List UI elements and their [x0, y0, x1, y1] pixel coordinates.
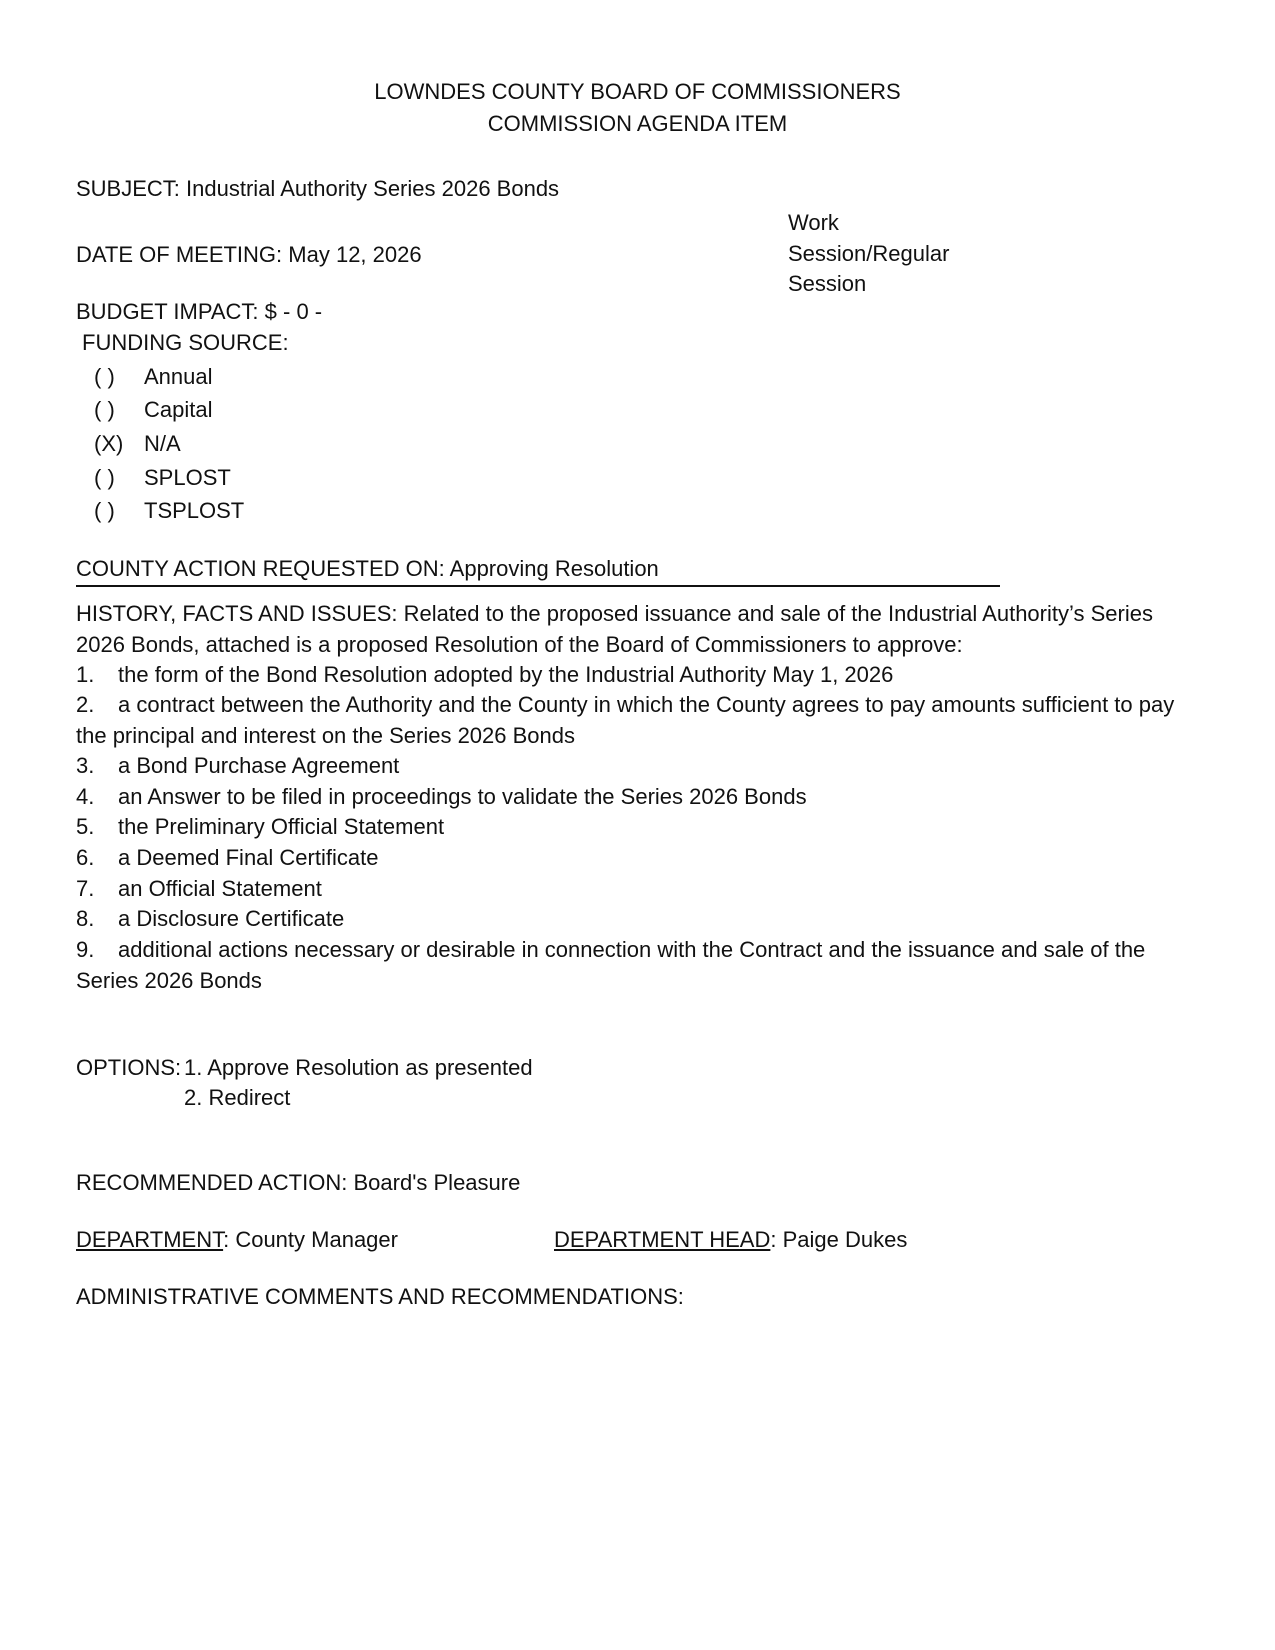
funding-mark: ( ): [94, 364, 115, 389]
action-requested-label: COUNTY ACTION REQUESTED ON:: [76, 556, 445, 581]
department-line: DEPARTMENT: County Manager: [76, 1227, 398, 1252]
meeting-value: May 12, 2026: [288, 242, 422, 267]
meeting-label: DATE OF MEETING:: [76, 242, 283, 267]
history-item-number: 8.: [76, 906, 95, 931]
action-requested-rule: [76, 585, 1000, 587]
funding-option-tsplost: [94, 494, 244, 527]
history-item-5: [76, 812, 1206, 843]
history-item-text: a Bond Purchase Agreement: [118, 753, 400, 778]
history-item-number: 7.: [76, 876, 95, 901]
recommended-value: Board's Pleasure: [353, 1170, 521, 1195]
recommended-label: RECOMMENDED ACTION:: [76, 1170, 348, 1195]
department-head-label: DEPARTMENT HEAD: [554, 1227, 771, 1252]
funding-name: Capital: [144, 397, 213, 422]
history-item-number: 1.: [76, 662, 95, 687]
history-label: HISTORY, FACTS AND ISSUES:: [76, 601, 398, 626]
funding-option-na: [94, 427, 181, 460]
history-item-1: [76, 660, 1206, 691]
history-item-number: 5.: [76, 814, 95, 839]
admin-comments-label: ADMINISTRATIVE COMMENTS AND RECOMMENDATIONS:: [76, 1284, 684, 1309]
funding-option-splost: [94, 461, 231, 494]
history-intro-text: Related to the proposed issuance and sale of the Industrial Authority’s Series 2026 Bonds, attached is a proposed Resolution of the Board of Commissioners to approve:: [76, 601, 1153, 657]
recommended-action-line: [76, 1167, 520, 1198]
funding-source-label: FUNDING SOURCE:: [82, 330, 289, 355]
subject-line: [76, 173, 559, 204]
history-item-number: 9.: [76, 937, 95, 962]
budget-impact-line: [76, 296, 322, 327]
funding-mark: ( ): [94, 465, 115, 490]
options-label: OPTIONS:: [76, 1055, 182, 1080]
funding-name: N/A: [144, 431, 181, 456]
subject-label: SUBJECT:: [76, 176, 180, 201]
department-head-line: DEPARTMENT HEAD: Paige Dukes: [554, 1227, 908, 1252]
history-item-6: [76, 843, 1206, 874]
history-item-text: a contract between the Authority and the County in which the County agrees to pay amounts sufficient to pay the principal and interest on the Series 2026 Bonds: [76, 692, 1175, 748]
session-type-line-2: Session/Regular: [788, 241, 950, 266]
history-item-number: 3.: [76, 753, 95, 778]
funding-name: Annual: [144, 364, 213, 389]
history-item-text: additional actions necessary or desirable in connection with the Contract and the issuance and sale of the Series 2026 Bonds: [76, 937, 1146, 993]
history-item-9: [76, 935, 1206, 996]
history-intro: [76, 599, 1206, 660]
history-item-2: [76, 690, 1206, 751]
header-subtitle: COMMISSION AGENDA ITEM: [487, 111, 788, 136]
history-item-8: [76, 904, 1206, 935]
department-label: DEPARTMENT: [76, 1227, 224, 1252]
history-item-number: 4.: [76, 784, 95, 809]
history-item-text: the form of the Bond Resolution adopted by the Industrial Authority May 1, 2026: [118, 662, 894, 687]
meeting-date-line: [76, 239, 422, 270]
funding-mark: (X): [94, 431, 124, 456]
funding-option-annual: [94, 360, 213, 393]
funding-name: SPLOST: [144, 465, 231, 490]
history-item-text: a Deemed Final Certificate: [118, 845, 379, 870]
department-head-value: Paige Dukes: [782, 1227, 908, 1252]
history-item-text: the Preliminary Official Statement: [118, 814, 445, 839]
history-item-text: a Disclosure Certificate: [118, 906, 345, 931]
session-type-line-1: Work: [788, 210, 839, 235]
funding-option-capital: [94, 393, 212, 426]
history-item-text: an Answer to be filed in proceedings to validate the Series 2026 Bonds: [118, 784, 807, 809]
history-item-7: [76, 874, 1206, 905]
history-item-3: [76, 751, 1206, 782]
history-item-4: [76, 782, 1206, 813]
action-requested-value: Approving Resolution: [449, 556, 659, 581]
funding-mark: ( ): [94, 498, 115, 523]
budget-value: $ - 0 -: [264, 299, 323, 324]
history-item-text: an Official Statement: [118, 876, 322, 901]
history-item-number: 6.: [76, 845, 95, 870]
header-title: LOWNDES COUNTY BOARD OF COMMISSIONERS: [374, 79, 901, 104]
funding-name: TSPLOST: [144, 498, 245, 523]
session-type-line-3: Session: [788, 271, 867, 296]
option-item-2: 2. Redirect: [184, 1085, 291, 1110]
action-requested-line: [76, 553, 659, 584]
budget-label: BUDGET IMPACT:: [76, 299, 259, 324]
option-item-1: 1. Approve Resolution as presented: [184, 1055, 533, 1080]
department-value: County Manager: [235, 1227, 398, 1252]
history-item-number: 2.: [76, 692, 95, 717]
funding-mark: ( ): [94, 397, 115, 422]
subject-value: Industrial Authority Series 2026 Bonds: [186, 176, 560, 201]
